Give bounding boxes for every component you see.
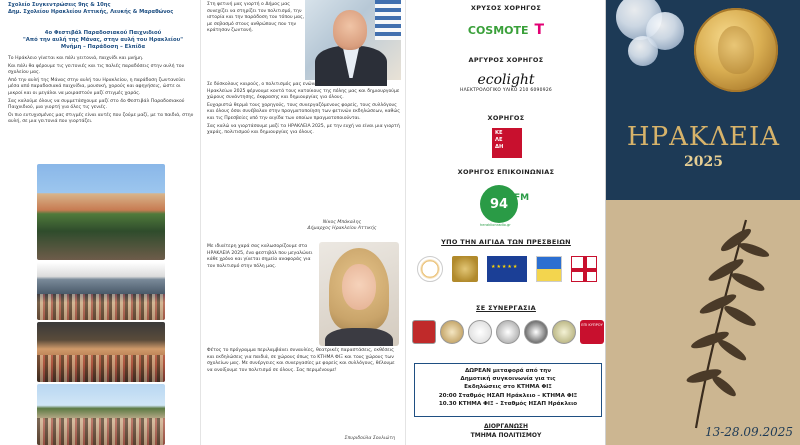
transport-line: ΔΩΡΕΑΝ μεταφορά από την <box>464 368 552 374</box>
message-paragraph: Ευχαριστώ θερμά τους χορηγούς, τους συνεργαζόμενους φορείς, τους συλλόγους και όλους όσοι συνέβαλαν στην πραγματοποίηση των φετινών εκδηλώσεων, καθώς και τις Πρεσβείες υπό την αιγίδα των οποίων πραγματοποιούνται. <box>207 102 400 121</box>
keleda-logo: ΚΕ ΛΕ ΔΗ <box>492 128 522 158</box>
heracles-coin-icon <box>694 8 778 92</box>
ecolight-logo <box>436 72 576 93</box>
free-transport-box <box>414 363 602 417</box>
embassy-crest-icon <box>452 256 478 282</box>
school-yard-photo <box>37 164 165 260</box>
ukraine-emblem-icon <box>536 256 562 282</box>
greek-flag <box>375 0 401 40</box>
hydrangea-icon <box>628 36 658 66</box>
cover-year: 2025 <box>684 154 723 170</box>
cosmote-wordmark: COSMOTE <box>467 23 529 37</box>
partner-logo-6 <box>552 320 576 344</box>
transport-line: 10.30 ΚΤΗΜΑ ΦΙΞ – Σταθμός ΗΣΑΠ Ηράκλειο <box>438 400 578 407</box>
eu-flag-icon <box>487 256 527 282</box>
sponsors-panel <box>405 0 605 445</box>
mayor-message <box>207 82 401 138</box>
partner-logo-4 <box>496 320 520 344</box>
cosmote-logo <box>446 20 566 40</box>
cyprus-emblem-icon <box>417 256 443 282</box>
organizer-label: ΔΙΟΡΓΑΝΩΣΗ <box>483 423 529 430</box>
partner-logo-5 <box>524 320 548 344</box>
partner-logo-1 <box>412 320 436 344</box>
embassy-seals <box>412 256 602 282</box>
gold-sponsor-label: ΧΡΥΣΟΣ ΧΟΡΗΓΟΣ <box>470 4 542 12</box>
transport-line: Δημοτική συγκοινωνία για τις <box>460 376 556 383</box>
school-building-photo <box>37 262 165 320</box>
deputy-intro-text: Με ιδιαίτερη χαρά σας καλωσορίζουμε στα ΗΡΑΚΛΕΙΑ 2025, ένα φεστιβάλ που μεγαλώνει κάθε χρόνο και γίνεται σημείο αναφοράς για τον πολιτισμό στην πόλη μας. <box>207 244 313 269</box>
school-header: Σχολείο Συγκεντρώσεις 9ης & 10ης Δημ. Σχολείου Ηρακλείου Αττικής, Λευκής & Μαραθώνος <box>8 2 174 15</box>
telekom-t-icon: T <box>534 22 545 38</box>
evening-crowd-photo <box>37 322 165 382</box>
middle-panel <box>200 0 405 445</box>
olive-branch-icon <box>626 200 796 430</box>
communication-sponsor-label: ΧΟΡΗΓΟΣ ΕΠΙΚΟΙΝΩΝΙΑΣ <box>457 168 555 176</box>
mayor-signature: Νίκος Μπάκαλης Δήμαρχος Ηρακλείου Αττικής <box>307 220 377 231</box>
cooperation-label: ΣΕ ΣΥΝΕΡΓΑΣΙΑ <box>476 304 536 312</box>
partner-logo-3 <box>468 320 492 344</box>
intro-text: Στη φετινή μας γιορτή ο Δήμος μας συνεχίζει να στηρίζει τον πολιτισμό, την ιστορία και την παράδοση του τόπου μας, με σεβασμό στους ανθρώπους που την κράτησαν ζωντανή. <box>207 2 305 34</box>
transport-line: Εκδηλώσεις στο ΚΤΗΜΑ ΦΙΞ <box>464 384 552 391</box>
radio-94fm-logo <box>480 185 534 227</box>
cover-panel <box>605 0 800 445</box>
deputy-portrait <box>319 242 399 346</box>
ecolight-subtitle: ΗΛΕΚΤΡΟΛΟΓΙΚΟ ΥΛΙΚΟ 210 6090926 <box>459 88 553 93</box>
organizer <box>406 422 605 440</box>
ecolight-wordmark: ecolight <box>477 72 535 88</box>
message-paragraph: Σας καλώ να γιορτάσουμε μαζί τα ΗΡΑΚΛΕΙΑ 2025, με την ευχή να είναι μια γιορτή χαράς, πολιτισμού και δημιουργίας για όλους. <box>207 123 400 136</box>
festival-paragraph: Σας καλούμε όλους να συμμετάσχουμε μαζί στο 4ο Φεστιβάλ Παραδοσιακού Παιχνιδιού, μια γιορτή για όλες τις γενιές. <box>8 98 185 111</box>
partner-logo-2 <box>440 320 464 344</box>
deputy-message: Φέτος το πρόγραμμα περιλαμβάνει συναυλίες, θεατρικές παραστάσεις, εκθέσεις και εκδηλώσεις για παιδιά, σε χώρους όπως το ΚΤΗΜΑ ΦΙΞ και τους χώρους των σχολείων μας. Με συνέργειες και συνεργασίες με φορείς και συλλόγους, θέλουμε να ανοίξουμε τον πολιτισμό σε όλους. Σας περιμένουμε! <box>207 348 395 373</box>
message-paragraph: Σε δύσκολους καιρούς, ο πολιτισμός μας ενώνει. Με τις εκδηλώσεις των Ηρακλείων 2025 φέρνουμε κοντά τους κατοίκους της πόλης μας και δημιουργούμε χώρους συνάντησης, έκφρασης και δημιουργίας για όλους. <box>207 82 400 101</box>
radio-site: heraklionradio.gr <box>480 223 511 227</box>
georgia-emblem-icon <box>571 256 597 282</box>
festival-title: 4ο Φεστιβάλ Παραδοσιακού Παιχνιδιού "Από την αυλή της Μάνας, στην αυλή του Ηρακλείου" Μνήμη – Παράδοση – Ελπίδα <box>23 30 183 50</box>
partner-logo-7: ΕΠΙ ΚΥΠΡΟΥ <box>580 320 604 344</box>
sponsor-label: ΧΟΡΗΓΟΣ <box>487 114 525 122</box>
festival-paragraph: Και πάλι θα φέρουμε τις γειτονιές και τις παλιές παραδόσεις στην αυλή του σχολείου μας. <box>8 63 185 76</box>
deputy-signature: Σπυριδούλα Σουλιώτη <box>344 436 395 441</box>
partner-logos <box>412 320 604 344</box>
transport-line: 20:00 Σταθμός ΗΣΑΠ Ηράκλειο – ΚΤΗΜΑ ΦΙΞ <box>438 392 578 399</box>
organizer-name: ΤΜΗΜΑ ΠΟΛΙΤΙΣΜΟΥ <box>470 432 542 439</box>
cover-title: ΗΡΑΚΛΕΙΑ <box>626 122 781 152</box>
left-panel <box>0 0 200 445</box>
silver-sponsor-label: ΑΡΓΥΡΟΣ ΧΟΡΗΓΟΣ <box>468 56 544 64</box>
festival-paragraph: Το Ηράκλειο γίνεται και πάλι γειτονιά, παιχνίδι και μνήμη. <box>8 56 144 61</box>
radio-fm: FM <box>514 193 530 203</box>
cover-dates: 13-28.09.2025 <box>704 425 793 439</box>
deputy-face <box>342 264 376 310</box>
children-playing-photo <box>37 384 165 445</box>
radio-number: 94 <box>480 185 518 223</box>
mayor-face <box>333 10 367 50</box>
embassies-label: ΥΠΟ ΤΗΝ ΑΙΓΙΔΑ ΤΩΝ ΠΡΕΣΒΕΙΩΝ <box>441 238 571 246</box>
festival-paragraph: Οι πιο ευτυχισμένες μας στιγμές είναι αυτές που ζούμε μαζί, με τα παιδιά, στην αυλή, σε μια γειτονιά που γιορτάζει. <box>8 112 194 125</box>
festival-paragraph: Από την αυλή της Μάνας στην αυλή του Ηρακλείου, η παράδοση ζωντανεύει μέσα από παραδοσιακά παιχνίδια, μουσική, χορούς και αφηγήσεις, ώστε οι μικροί και οι μεγάλοι να μοιραστούν μαζί στιγμές χαράς. <box>8 77 186 96</box>
mayor-portrait <box>305 0 401 80</box>
festival-text <box>8 56 194 127</box>
